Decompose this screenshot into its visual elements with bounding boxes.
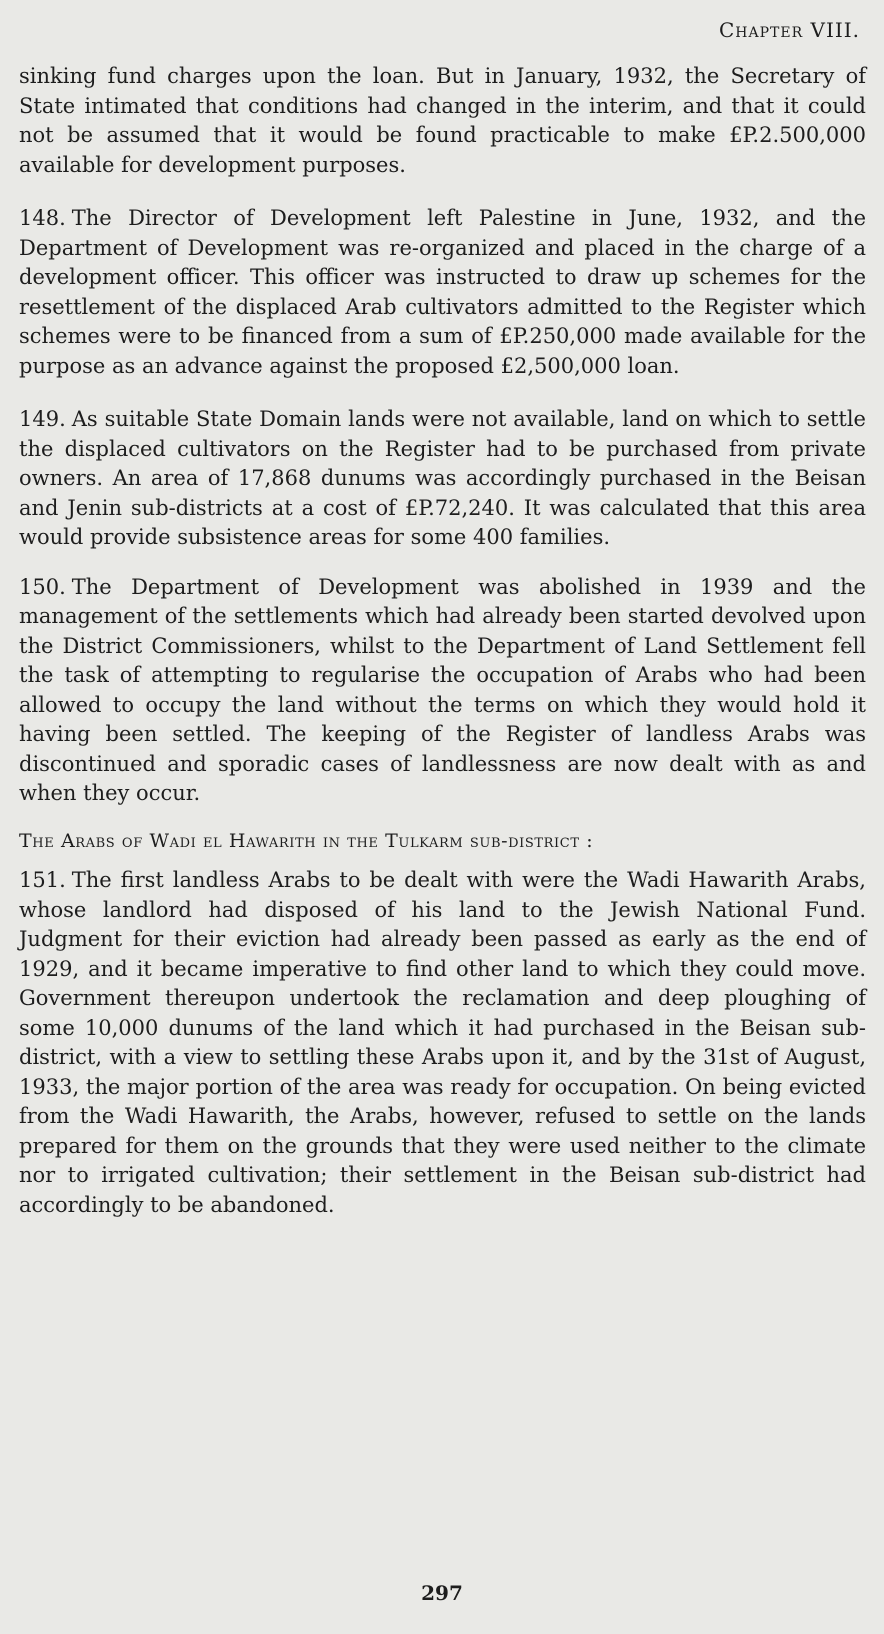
- paragraph-continuation: [19, 62, 866, 180]
- paragraph-149: [19, 405, 866, 553]
- paragraph-number: 151.: [19, 868, 66, 892]
- paragraph-text: As suitable State Domain lands were not available, land on which to settle the displaced cultivators on the Register had to be purchased from private owners. An area of 17,868 dunums was accordingly purchased in the Beisan and Jenin sub-districts at a cost of £P.72,240. It was calculated that this area would provide subsistence areas for some 400 families.: [19, 407, 866, 549]
- paragraph-number: 149.: [19, 407, 66, 431]
- page-number: 297: [421, 1581, 463, 1605]
- paragraph-151: [19, 866, 866, 1220]
- paragraph-text: The first landless Arabs to be dealt with were the Wadi Hawarith Arabs, whose landlord had disposed of his land to the Jewish National Fund. Judgment for their eviction had already been passed as early as the end of 1929, and it became imperative to find other land to which they could move. Government thereupon undertook the reclamation and deep ploughing of some 10,000 dunums of the land which it had purchased in the Beisan sub-district, with a view to settling these Arabs upon it, and by the 31st of August, 1933, the major portion of the area was ready for occupation. On being evicted from the Wadi Hawarith, the Arabs, however, refused to settle on the lands prepared for them on the grounds that they were used neither to the climate nor to irrigated cultivation; their settlement in the Beisan sub-district had accordingly to be abandoned.: [19, 868, 866, 1217]
- body-text: [19, 62, 866, 1220]
- chapter-heading: Chapter VIII.: [719, 18, 860, 42]
- paragraph-text: The Director of Development left Palestine in June, 1932, and the Department of Development was re-organized and placed in the charge of a development officer. This officer was instructed to draw up schemes for the resettlement of the displaced Arab cultivators admitted to the Register which schemes were to be financed from a sum of £P.250,000 made available for the purpose as an advance against the proposed £2,500,000 loan.: [19, 206, 866, 378]
- paragraph-150: [19, 573, 866, 809]
- paragraph-number: 148.: [19, 206, 66, 230]
- paragraph-text: The Department of Development was abolished in 1939 and the management of the settlements which had already been started devolved upon the District Commissioners, whilst to the Department of Land Settlement fell the task of attempting to regularise the occupation of Arabs who had been allowed to occupy the land without the terms on which they would hold it having been settled. The keeping of the Register of landless Arabs was discontinued and sporadic cases of landlessness are now dealt with as and when they occur.: [19, 574, 866, 805]
- section-heading: The Arabs of Wadi el Hawarith in the Tulkarm sub-district :: [19, 829, 594, 852]
- paragraph-148: [19, 204, 866, 381]
- paragraph-text: sinking fund charges upon the loan. But in January, 1932, the Secretary of State intimated that conditions had changed in the interim, and that it could not be assumed that it would be found practicable to make £P.2.500,000 available for development purposes.: [19, 64, 866, 177]
- paragraph-number: 150.: [19, 574, 66, 599]
